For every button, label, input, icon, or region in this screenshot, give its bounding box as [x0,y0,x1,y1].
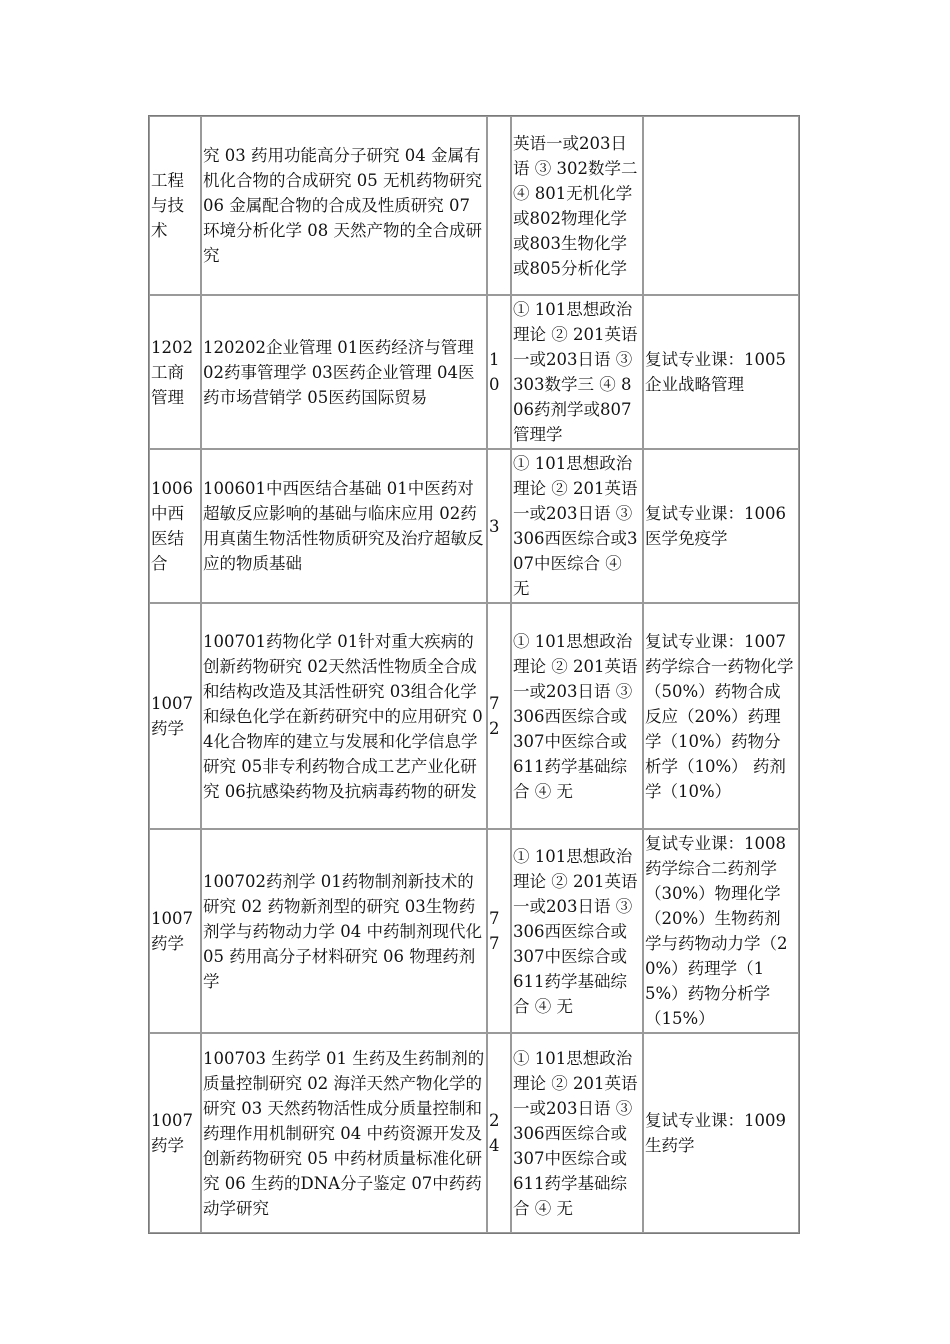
enrollment-quota-cell: 24 [487,1033,511,1233]
major-cell: 工程与技术 [149,116,201,295]
exam-subjects-cell: ① 101思想政治理论 ② 201英语一或203日语 ③ 306西医综合或 307中医综合或 611药学基础综合 ④ 无 [511,603,643,829]
retest-course-cell [643,116,799,295]
research-directions-cell: 100702药剂学 01药物制剂新技术的研究 02 药物新剂型的研究 03生物药剂学与药物动力学 04 中药制剂现代化 05 药用高分子材料研究 06 物理药剂学 [201,829,487,1033]
exam-subjects-cell: ① 101思想政治理论 ② 201英语一或203日语 ③ 306西医综合或 307中医综合或 611药学基础综合 ④ 无 [511,829,643,1033]
major-cell: 1007药学 [149,829,201,1033]
admissions-catalog-table [148,115,800,1234]
retest-course-cell: 复试专业课：1005企业战略管理 [643,295,799,449]
table-row [149,449,799,603]
enrollment-quota-cell: 10 [487,295,511,449]
enrollment-quota-cell [487,116,511,295]
table-row [149,829,799,1033]
table-row [149,603,799,829]
exam-subjects-cell: ① 101思想政治理论 ② 201英语一或203日语 ③ 303数学三 ④ 806药剂学或807管理学 [511,295,643,449]
table-row [149,1033,799,1233]
research-directions-cell: 120202企业管理 01医药经济与管理 02药事管理学 03医药企业管理 04医药市场营销学 05医药国际贸易 [201,295,487,449]
exam-subjects-cell: 英语一或203日语 ③ 302数学二 ④ 801无机化学或802物理化学或803生物化学或805分析化学 [511,116,643,295]
enrollment-quota-cell: 72 [487,603,511,829]
research-directions-cell: 100701药物化学 01针对重大疾病的创新药物研究 02天然活性物质全合成和结构改造及其活性研究 03组合化学和绿色化学在新药研究中的应用研究 04化合物库的建立与发展和化学信息学研究 05非专利药物合成工艺产业化研究 06抗感染药物及抗病毒药物的研发 [201,603,487,829]
exam-subjects-cell: ① 101思想政治理论 ② 201英语一或203日语 ③ 306西医综合或307中医综合 ④ 无 [511,449,643,603]
major-cell: 1202工商管理 [149,295,201,449]
enrollment-quota-cell: 77 [487,829,511,1033]
exam-subjects-cell: ① 101思想政治理论 ② 201英语一或203日语 ③ 306西医综合或 307中医综合或 611药学基础综合 ④ 无 [511,1033,643,1233]
research-directions-cell: 究 03 药用功能高分子研究 04 金属有机化合物的合成研究 05 无机药物研究 06 金属配合物的合成及性质研究 07 环境分析化学 08 天然产物的全合成研究 [201,116,487,295]
major-cell: 1007药学 [149,1033,201,1233]
table-row [149,116,799,295]
research-directions-cell: 100703 生药学 01 生药及生药制剂的质量控制研究 02 海洋天然产物化学的研究 03 天然药物活性成分质量控制和药理作用机制研究 04 中药资源开发及创新药物研究 05 中药材质量标准化研究 06 生药的DNA分子鉴定 07中药药动学研究 [201,1033,487,1233]
retest-course-cell: 复试专业课：1009生药学 [643,1033,799,1233]
table-row [149,295,799,449]
retest-course-cell: 复试专业课：1008药学综合二药剂学（30%）物理化学（20%）生物药剂学与药物动力学（20%）药理学（15%）药物分析学（15%） [643,829,799,1033]
major-cell: 1007药学 [149,603,201,829]
enrollment-quota-cell: 3 [487,449,511,603]
research-directions-cell: 100601中西医结合基础 01中医药对超敏反应影响的基础与临床应用 02药用真菌生物活性物质研究及治疗超敏反应的物质基础 [201,449,487,603]
retest-course-cell: 复试专业课：1006医学免疫学 [643,449,799,603]
retest-course-cell: 复试专业课：1007药学综合一药物化学（50%）药物合成反应（20%）药理学（10%）药物分析学（10%） 药剂学（10%） [643,603,799,829]
major-cell: 1006中西医结合 [149,449,201,603]
